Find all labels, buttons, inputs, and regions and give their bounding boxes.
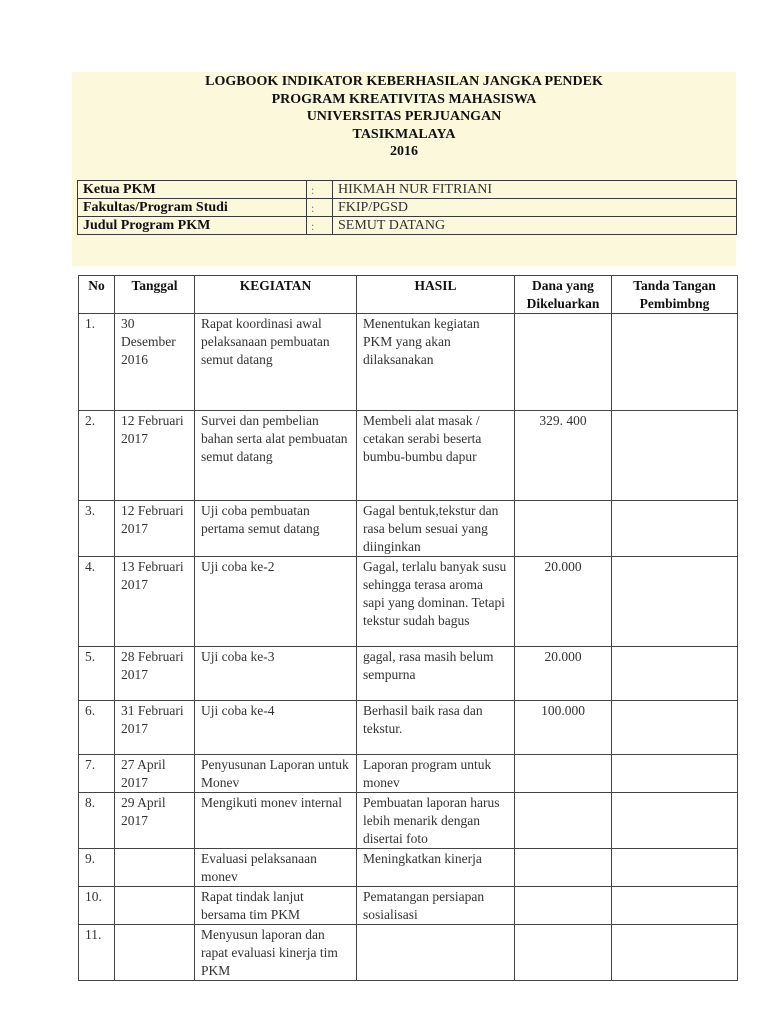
cell-dana: 20.000 [515,647,612,701]
cell-kegiatan: Uji coba ke-2 [195,557,357,647]
info-separator: : [307,217,333,235]
cell-no: 9. [79,849,115,887]
cell-dana [515,925,612,981]
table-row [79,793,738,849]
info-row-ketua [78,181,737,199]
table-row [79,887,738,925]
info-row-fakultas [78,199,737,217]
cell-tanggal: 28 Februari 2017 [115,647,195,701]
cell-ttd [612,755,738,793]
cell-no: 11. [79,925,115,981]
title-line-5: 2016 [390,144,418,159]
table-row [79,557,738,647]
cell-no: 1. [79,314,115,411]
cell-tanggal [115,887,195,925]
cell-hasil: Meningkatkan kinerja [357,849,515,887]
cell-dana [515,314,612,411]
header-dana [515,276,612,314]
title-line-4: TASIKMALAYA [352,126,456,142]
cell-hasil: Gagal bentuk,tekstur dan rasa belum sesuai yang diinginkan [357,501,515,557]
cell-dana [515,849,612,887]
cell-tanggal [115,849,195,887]
cell-dana [515,755,612,793]
cell-ttd [612,701,738,755]
info-separator: : [307,199,333,217]
cell-dana: 100.000 [515,701,612,755]
cell-kegiatan: Mengikuti monev internal [195,793,357,849]
table-row [79,755,738,793]
table-row [79,314,738,411]
cell-hasil: Laporan program untuk monev [357,755,515,793]
cell-dana: 20.000 [515,557,612,647]
title-line-3: UNIVERSITAS PERJUANGAN [306,109,502,124]
cell-no: 3. [79,501,115,557]
cell-no: 5. [79,647,115,701]
header-dana-line1: Dana yang [532,278,594,293]
header-kegiatan: KEGIATAN [195,276,357,314]
cell-tanggal: 27 April 2017 [115,755,195,793]
cell-hasil: Menentukan kegiatan PKM yang akan dilaksanakan [357,314,515,411]
table-row [79,701,738,755]
cell-no: 8. [79,793,115,849]
cell-tanggal: 30 Desember 2016 [115,314,195,411]
cell-ttd [612,501,738,557]
cell-tanggal [115,925,195,981]
program-info-table [77,180,737,235]
cell-ttd [612,887,738,925]
cell-ttd [612,793,738,849]
cell-dana [515,793,612,849]
header-ttd-line2: Pembimbng [639,296,710,311]
table-row [79,849,738,887]
cell-dana [515,501,612,557]
logbook-table [78,275,738,981]
cell-kegiatan: Uji coba ke-3 [195,647,357,701]
table-row [79,501,738,557]
cell-no: 10. [79,887,115,925]
cell-tanggal: 31 Februari 2017 [115,701,195,755]
header-ttd-line1: Tanda Tangan [633,278,716,293]
table-row [79,411,738,501]
table-header-row [79,276,738,314]
info-value: FKIP/PGSD [333,199,737,217]
cell-no: 6. [79,701,115,755]
header-dana-line2: Dikeluarkan [526,296,600,311]
cell-kegiatan: Survei dan pembelian bahan serta alat pembuatan semut datang [195,411,357,501]
cell-ttd [612,314,738,411]
title-line-2: PROGRAM KREATIVITAS MAHASISWA [271,91,537,107]
header-tanggal: Tanggal [115,276,195,314]
cell-no: 4. [79,557,115,647]
cell-kegiatan: Rapat tindak lanjut bersama tim PKM [195,887,357,925]
header-no: No [79,276,115,314]
cell-ttd [612,557,738,647]
cell-no: 2. [79,411,115,501]
cell-tanggal: 12 Februari 2017 [115,411,195,501]
info-separator: : [307,181,333,199]
cell-hasil: Berhasil baik rasa dan tekstur. [357,701,515,755]
document-title [72,73,736,161]
info-row-judul [78,217,737,235]
table-row [79,925,738,981]
cell-kegiatan: Menyusun laporan dan rapat evaluasi kinerja tim PKM [195,925,357,981]
cell-ttd [612,849,738,887]
cell-ttd [612,411,738,501]
cell-hasil: Membeli alat masak / cetakan serabi beserta bumbu-bumbu dapur [357,411,515,501]
cell-kegiatan: Evaluasi pelaksanaan monev [195,849,357,887]
cell-no: 7. [79,755,115,793]
table-row [79,647,738,701]
cell-hasil: Pembuatan laporan harus lebih menarik dengan disertai foto [357,793,515,849]
cell-kegiatan: Uji coba pembuatan pertama semut datang [195,501,357,557]
header-hasil: HASIL [357,276,515,314]
cell-dana [515,887,612,925]
title-line-1: LOGBOOK INDIKATOR KEBERHASILAN JANGKA PENDEK [205,74,603,89]
cell-ttd [612,925,738,981]
cell-hasil: Pematangan persiapan sosialisasi [357,887,515,925]
cell-kegiatan: Penyusunan Laporan untuk Monev [195,755,357,793]
cell-hasil: Gagal, terlalu banyak susu sehingga terasa aroma sapi yang dominan. Tetapi tekstur sudah bagus [357,557,515,647]
info-label: Judul Program PKM [78,217,307,235]
cell-tanggal: 12 Februari 2017 [115,501,195,557]
info-value: SEMUT DATANG [333,217,737,235]
cell-hasil: gagal, rasa masih belum sempurna [357,647,515,701]
cell-ttd [612,647,738,701]
cell-kegiatan: Uji coba ke-4 [195,701,357,755]
cell-tanggal: 29 April 2017 [115,793,195,849]
header-ttd [612,276,738,314]
info-value: HIKMAH NUR FITRIANI [333,181,737,199]
cell-dana: 329. 400 [515,411,612,501]
cell-kegiatan: Rapat koordinasi awal pelaksanaan pembuatan semut datang [195,314,357,411]
cell-tanggal: 13 Februari 2017 [115,557,195,647]
cell-hasil [357,925,515,981]
info-label: Ketua PKM [78,181,307,199]
info-label: Fakultas/Program Studi [78,199,307,217]
